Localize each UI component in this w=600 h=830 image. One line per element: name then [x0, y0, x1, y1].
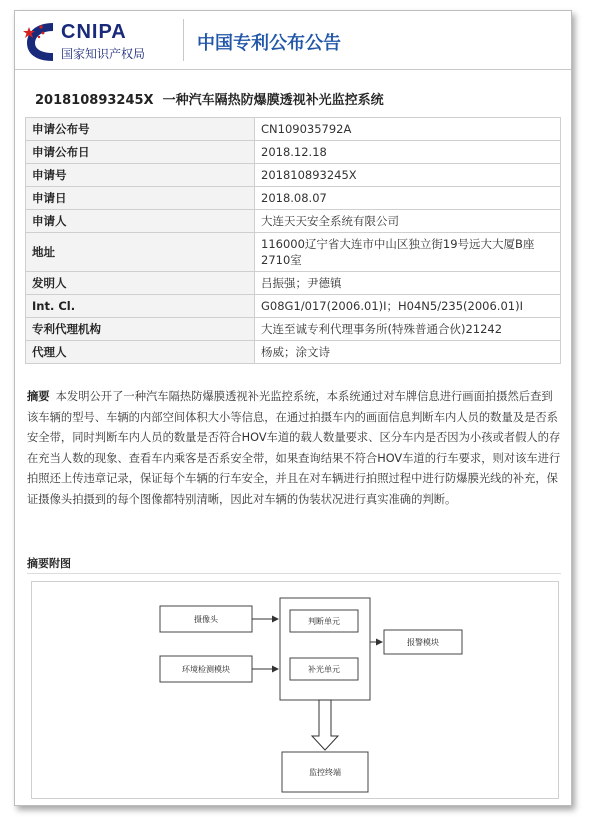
table-row: [26, 164, 561, 187]
field-key: 专利代理机构: [26, 318, 255, 341]
table-row: [26, 118, 561, 141]
field-value: 116000辽宁省大连市中山区独立街19号远大大厦B座2710室: [255, 233, 561, 272]
field-value: G08G1/017(2006.01)I；H04N5/235(2006.01)I: [255, 295, 561, 318]
arrow-monitor: [312, 700, 338, 750]
env-label: 环境检测模块: [182, 665, 230, 674]
abstract-text: 本发明公开了一种汽车隔热防爆膜透视补光监控系统，本系统通过对车牌信息进行画面拍摄然后查到该车辆的型号、车辆的内部空间体积大小等信息，在通过拍摄车内的画面信息判断车内人员的数量及是否系安全带，同时判断车内人员的数量是否符合HOV车道的载人数量要求、区分车内是否因为小孩或者假人的存在充当人数的现象、查看车内乘客是否系安全带，如果查询结果不符合HOV车道的行车要求，则对该车进行拍照还上传违章记录，保证每个车辆的行车安全，并且在对车辆进行拍照过程中进行防爆膜光线的补充，保证摄像头拍摄到的每个图像都特别清晰，因此对车辆的伪装状况进行真实准确的判断。: [27, 390, 561, 506]
field-value: 2018.12.18: [255, 141, 561, 164]
field-key: 代理人: [26, 341, 255, 364]
field-value: 201810893245X: [255, 164, 561, 187]
judge-label: 判断单元: [308, 617, 340, 626]
figure-divider: [27, 573, 561, 574]
field-value: 2018.08.07: [255, 187, 561, 210]
fill-light-label: 补光单元: [308, 665, 340, 674]
monitor-label: 监控终端: [309, 768, 341, 777]
bibliographic-table: [25, 117, 561, 364]
abstract-section: [27, 387, 561, 510]
field-value: 大连至诚专利代理事务所(特殊普通合伙)21242: [255, 318, 561, 341]
field-key: 申请公布号: [26, 118, 255, 141]
table-row: [26, 233, 561, 272]
table-row: [26, 210, 561, 233]
field-key: Int. Cl.: [26, 295, 255, 318]
patent-card: [14, 10, 572, 806]
field-key: 申请日: [26, 187, 255, 210]
field-key: 申请号: [26, 164, 255, 187]
block-diagram: [32, 582, 558, 798]
field-key: 发明人: [26, 272, 255, 295]
alarm-label: 报警模块: [407, 638, 439, 647]
site-header: [15, 11, 571, 70]
logo-text-cn: 国家知识产权局: [61, 47, 146, 61]
abstract-label: 摘要: [27, 390, 50, 403]
patent-number: 201810893245X: [35, 93, 154, 108]
header-divider: [183, 19, 184, 61]
patent-title: [35, 89, 384, 108]
logo-text-en: CNIPA: [61, 21, 127, 43]
figure-label: 摘要附图: [27, 557, 71, 570]
table-row: [26, 272, 561, 295]
patent-name: 一种汽车隔热防爆膜透视补光监控系统: [162, 93, 384, 108]
site-title[interactable]: 中国专利公布公告: [197, 33, 341, 54]
abstract-figure: [31, 581, 559, 799]
cnipa-emblem-icon: [23, 19, 59, 63]
field-key: 地址: [26, 233, 255, 272]
field-value: 吕振强；尹德镇: [255, 272, 561, 295]
field-key: 申请人: [26, 210, 255, 233]
camera-label: 摄像头: [194, 615, 218, 624]
table-row: [26, 295, 561, 318]
table-row: [26, 341, 561, 364]
cnipa-logo[interactable]: [23, 19, 183, 63]
table-row: [26, 141, 561, 164]
field-value: 杨威；涂文诗: [255, 341, 561, 364]
field-value: CN109035792A: [255, 118, 561, 141]
table-row: [26, 318, 561, 341]
field-value: 大连天天安全系统有限公司: [255, 210, 561, 233]
field-key: 申请公布日: [26, 141, 255, 164]
table-row: [26, 187, 561, 210]
